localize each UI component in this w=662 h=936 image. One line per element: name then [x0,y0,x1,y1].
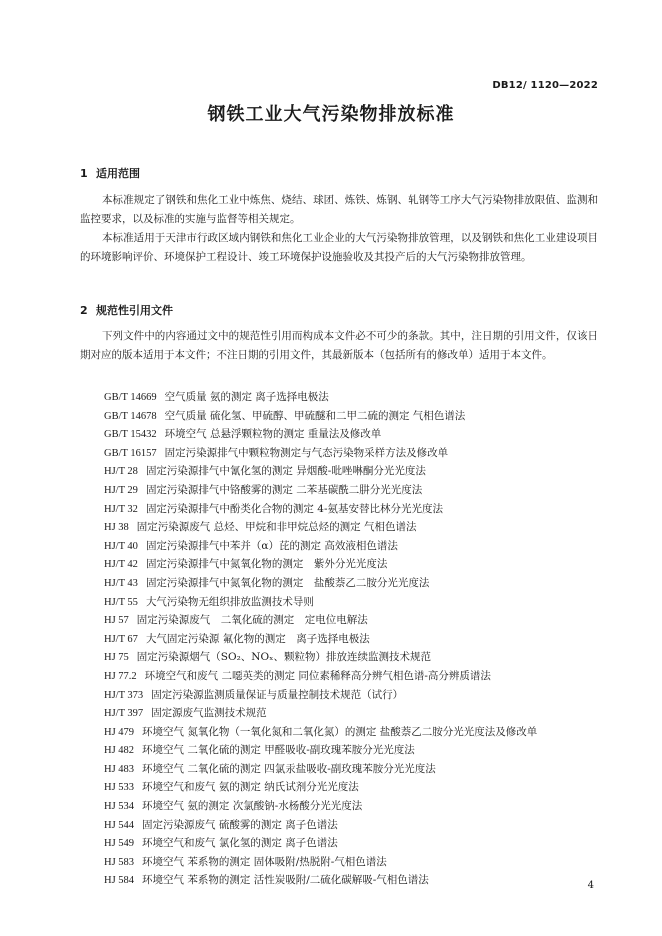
page-number: 4 [587,880,594,891]
reference-title: 环境空气 二氧化硫的测定 四氯汞盐吸收-副玫瑰苯胺分光光度法 [142,762,436,775]
reference-item [104,741,604,760]
paragraph: 本标准适用于天津市行政区域内钢铁和焦化工业企业的大气污染物排放管理，以及钢铁和焦化工业建设项目的环境影响评价、环境保护工程设计、竣工环境保护设施验收及其投产后的大气污染物排放管理。 [80,232,598,263]
reference-title: 固定污染源废气 总烃、甲烷和非甲烷总烃的测定 气相色谱法 [136,521,417,534]
reference-title: 环境空气和废气 二噁英类的测定 同位素稀释高分辨气相色谱-高分辨质谱法 [144,669,491,682]
section-title: 规范性引用文件 [96,304,173,317]
reference-title: 环境空气和废气 氨的测定 纳氏试剂分光光度法 [142,781,359,794]
reference-title: 固定污染源烟气（SO₂、NOₓ、颗粒物）排放连续监测技术规范 [136,651,432,664]
reference-code: HJ/T 397 [104,708,144,720]
reference-title: 环境空气 二氧化硫的测定 甲醛吸收-副玫瑰苯胺分光光度法 [142,744,415,757]
reference-code: HJ/T 55 [104,596,138,608]
reference-item [104,704,604,723]
reference-item [104,797,604,816]
reference-item [104,686,604,705]
reference-item [104,444,604,463]
reference-code: HJ 38 [104,522,129,534]
reference-item [104,518,604,537]
reference-code: HJ/T 42 [104,559,138,571]
reference-code: HJ/T 43 [104,577,138,589]
reference-code: HJ/T 373 [104,689,144,701]
paragraph: 下列文件中的内容通过文中的规范性引用而构成本文件必不可少的条款。其中，注日期的引用文件，仅该日期对应的版本适用于本文件；不注日期的引用文件，其最新版本（包括所有的修改单）适用于本文件。 [80,330,598,361]
reference-item [104,871,604,890]
reference-title: 环境空气 氨的测定 次氯酸钠-水杨酸分光光度法 [142,800,363,813]
reference-item [104,555,604,574]
reference-item [104,723,604,742]
reference-code: HJ 483 [104,763,135,775]
document-title: 钢铁工业大气污染物排放标准 [207,104,455,125]
reference-title: 环境空气和废气 氯化氢的测定 离子色谱法 [142,837,338,850]
reference-code: HJ/T 40 [104,540,138,552]
document-code: DB12/ 1120—2022 [492,80,598,91]
section-1-heading [80,165,140,181]
reference-code: HJ 534 [104,801,135,813]
reference-item [104,630,604,649]
reference-title: 固定污染源排气中氮氧化物的测定 紫外分光光度法 [145,558,388,571]
reference-title: 环境空气 苯系物的测定 活性炭吸附/二硫化碳解吸-气相色谱法 [142,874,429,887]
reference-item [104,425,604,444]
reference-title: 固定污染源监测质量保证与质量控制技术规范（试行） [151,688,404,701]
section-number: 2 [80,304,88,317]
reference-code: GB/T 14669 [104,392,157,403]
reference-item [104,648,604,667]
reference-code: HJ 57 [104,615,129,627]
reference-code: HJ 533 [104,782,135,794]
reference-title: 固定污染源废气 硫酸雾的测定 离子色谱法 [142,818,338,831]
reference-code: HJ/T 67 [104,633,138,645]
reference-title: 固定污染源排气中铬酸雾的测定 二苯基碳酰二肼分光光度法 [145,483,423,496]
reference-item [104,611,604,630]
section-number: 1 [80,167,88,180]
reference-item [104,407,604,426]
reference-item [104,778,604,797]
reference-code: HJ/T 28 [104,466,138,478]
reference-code: GB/T 14678 [104,410,157,422]
reference-code: HJ 75 [104,652,129,664]
reference-item [104,462,604,481]
reference-item [104,500,604,519]
reference-item [104,537,604,556]
reference-title: 固定污染源排气中颗粒物测定与气态污染物采样方法及修改单 [164,446,449,459]
reference-code: GB/T 16157 [104,447,157,459]
reference-code: HJ/T 29 [104,484,138,496]
reference-item [104,388,604,407]
reference-title: 空气质量 氨的测定 离子选择电极法 [164,391,329,403]
reference-title: 环境空气 总悬浮颗粒物的测定 重量法及修改单 [164,428,382,441]
section-2-heading [80,302,173,318]
reference-item [104,667,604,686]
reference-item [104,816,604,835]
reference-title: 固定源废气监测技术规范 [151,707,267,720]
reference-code: HJ 584 [104,875,135,887]
reference-title: 固定污染源排气中酚类化合物的测定 4-氨基安替比林分光光度法 [145,502,444,515]
reference-code: HJ 77.2 [104,670,137,682]
reference-item [104,853,604,872]
reference-list [104,388,604,890]
reference-title: 环境空气 氮氧化物（一氧化氮和二氧化氮）的测定 盐酸萘乙二胺分光光度法及修改单 [142,725,538,738]
reference-item [104,593,604,612]
section-title: 适用范围 [96,167,140,180]
reference-title: 空气质量 硫化氢、甲硫醇、甲硫醚和二甲二硫的测定 气相色谱法 [164,409,466,422]
reference-title: 固定污染源排气中氮氧化物的测定 盐酸萘乙二胺分光光度法 [145,576,430,589]
reference-code: GB/T 15432 [104,429,157,441]
reference-item [104,481,604,500]
reference-item [104,574,604,593]
paragraph: 本标准规定了钢铁和焦化工业中炼焦、烧结、球团、炼铁、炼钢、轧钢等工序大气污染物排放限值、监测和监控要求，以及标准的实施与监督等相关规定。 [80,194,598,225]
reference-code: HJ 549 [104,838,135,850]
reference-code: HJ 583 [104,856,135,868]
reference-code: HJ/T 32 [104,503,138,515]
reference-title: 大气污染物无组织排放监测技术导则 [145,595,314,608]
reference-title: 固定污染源排气中氰化氢的测定 异烟酸-吡唑啉酮分光光度法 [145,465,426,478]
reference-title: 固定污染源废气 二氧化硫的测定 定电位电解法 [136,614,368,627]
reference-title: 环境空气 苯系物的测定 固体吸附/热脱附-气相色谱法 [142,855,387,868]
reference-title: 大气固定污染源 氟化物的测定 离子选择电极法 [145,632,370,645]
reference-code: HJ 479 [104,726,135,738]
reference-item [104,760,604,779]
reference-code: HJ 482 [104,745,135,757]
reference-code: HJ 544 [104,819,135,831]
reference-title: 固定污染源排气中苯并（α）芘的测定 高效液相色谱法 [145,539,398,552]
reference-item [104,834,604,853]
